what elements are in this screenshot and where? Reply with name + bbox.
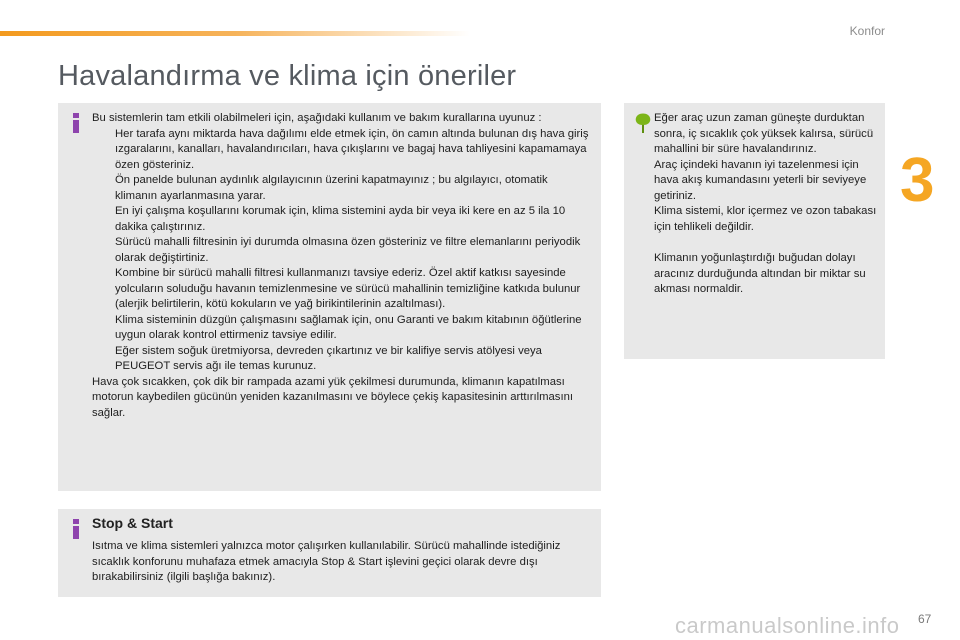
list-item-text: Sürücü mahalli filtresinin iyi durumda olmasına özen gösteriniz ve filtre elemanlarını periyodik olarak değiştirtiniz. Kombine bir sürücü mahalli filtresi kullanmanızı tavsiye ederiz. Özel aktif katkısı sayesinde yolcuların soluduğu havanın temizlenmesine ve sürücü mahallinin temizliğine katkıda bulunur (alerjik belirtilerin, kötü kokuların ve yağ birikintilerinin azaltılması). xyxy=(115,236,581,310)
eco-leaf-icon xyxy=(632,112,654,134)
eco-tips-box xyxy=(624,103,885,359)
section-label: Konfor xyxy=(849,24,885,38)
list-item xyxy=(92,313,591,344)
list-item-text: Eğer sistem soğuk üretmiyorsa, devreden çıkartınız ve bir kalifiye servis atölyesi veya PEUGEOT servis ağı ile temas kurunuz. xyxy=(115,344,542,372)
list-item-text: Her tarafa aynı miktarda hava dağılımı elde etmek için, ön camın altında bulunan dış hava giriş ızgaralarını, kanalları, havalandırıcıları, hava çıkışlarını ve bagaj hava tahliyesini kapamamaya özen gösteriniz. xyxy=(115,127,589,171)
recommendations-box xyxy=(58,103,601,491)
page-title: Havalandırma ve klima için öneriler xyxy=(58,60,517,92)
recommendations-list xyxy=(92,127,591,375)
list-item-text: En iyi çalışma koşullarını korumak için, klima sistemini ayda bir veya iki kere en az 5 ila 10 dakika çalıştırınız. xyxy=(115,205,566,233)
eco-paragraph: Eğer araç uzun zaman güneşte durduktan sonra, iç sıcaklık çok yüksek kalırsa, sürücü mahallini bir süre havalandırınız. Araç içindeki havanın iyi tazelenmesi için hava akış kumandasını yeterli bir seviyeye getiriniz. Klima sistemi, klor içermez ve ozon tabakası için tehlikeli değildir. xyxy=(654,112,877,233)
chapter-number: 3 xyxy=(900,146,935,215)
list-item xyxy=(92,235,591,313)
page-number: 67 xyxy=(918,612,932,626)
list-item xyxy=(92,173,591,204)
list-item-text: Ön panelde bulunan aydınlık algılayıcının üzerini kapatmayınız ; bu algılayıcı, otomatik klimanın ayarlanmasına yarar. xyxy=(115,174,548,202)
info-icon xyxy=(70,113,82,133)
list-item xyxy=(92,344,591,375)
stop-start-body: Isıtma ve klima sistemleri yalnızca motor çalışırken kullanılabilir. Sürücü mahallinde istediğiniz sıcaklık konforunu muhafaza etmek amacıyla Stop & Start işlevini geçici olarak devre dışı bırakabilirsiniz (ilgili başlığa bakınız). xyxy=(92,540,561,583)
header-accent-bar xyxy=(0,31,470,36)
eco-tips-content xyxy=(654,111,877,298)
recommendations-intro: Bu sistemlerin tam etkili olabilmeleri için, aşağıdaki kullanım ve bakım kurallarına uyunuz : xyxy=(92,112,542,124)
list-item xyxy=(92,204,591,235)
info-icon xyxy=(70,519,82,539)
stop-start-box xyxy=(58,509,601,597)
list-item-text: Klima sisteminin düzgün çalışmasını sağlamak için, onu Garanti ve bakım kitabının öğütlerine uygun olarak kontrol ettirmeniz tavsiye edilir. xyxy=(115,313,582,341)
recommendations-content xyxy=(92,111,591,421)
stop-start-title: Stop & Start xyxy=(92,515,173,531)
eco-paragraph: Klimanın yoğunlaştırdığı buğudan dolayı aracınız durduğunda altından bir miktar su akması normaldir. xyxy=(654,252,866,295)
list-item xyxy=(92,127,591,174)
spacer xyxy=(654,235,877,251)
recommendations-closing: Hava çok sıcakken, çok dik bir rampada azami yük çekilmesi durumunda, klimanın kapatılması motorun kaybedilen gücünün yeniden kazanılmasını ve böylece çekiş kapasitesinin arttırılmasını sağlar. xyxy=(92,375,574,419)
watermark: carmanualsonline.info xyxy=(675,613,900,638)
